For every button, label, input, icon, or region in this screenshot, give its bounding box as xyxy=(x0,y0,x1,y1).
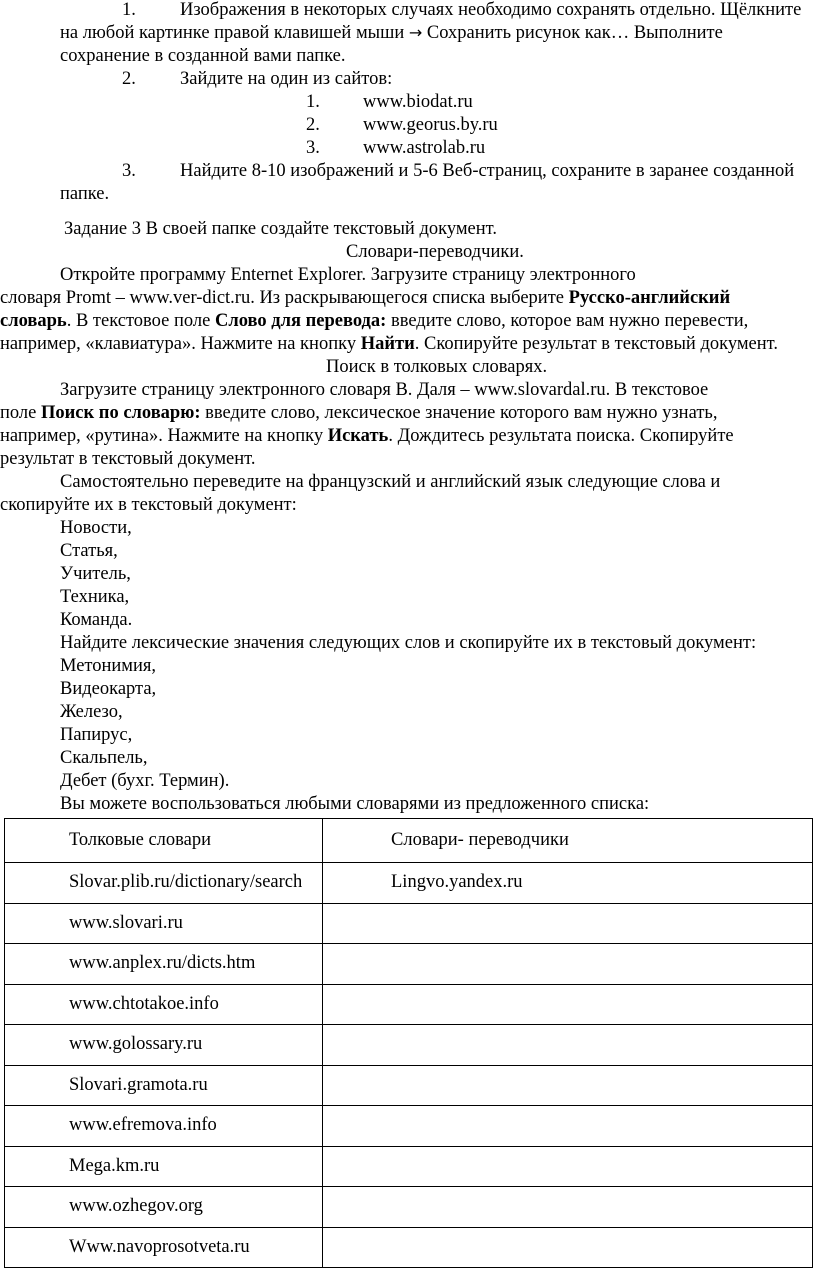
table-row xyxy=(5,984,813,1025)
list-item-text: Изображения в некоторых случаях необходимо сохранять отдельно. Щёлкните xyxy=(180,0,802,20)
list-number: 1. xyxy=(122,0,136,20)
list-item-text: сохранение в созданной вами папке. xyxy=(60,46,346,66)
list-item-text: Найдите 8-10 изображений и 5-6 Веб-страниц, сохраните в заранее созданной xyxy=(180,161,795,181)
site-link: www.astrolab.ru xyxy=(363,138,486,158)
dictionaries-table xyxy=(4,818,813,1268)
paragraph-line: Самостоятельно переведите на французский и английский язык следующие слова и xyxy=(60,472,721,492)
table-row xyxy=(5,863,813,904)
table-header-cell: Словари- переводчики xyxy=(323,819,813,863)
list-number: 2. xyxy=(122,69,136,89)
list-number: 3. xyxy=(122,161,136,181)
table-cell: www.efremova.info xyxy=(5,1106,323,1147)
table-cell: Www.navoprosotveta.ru xyxy=(5,1227,323,1268)
word-item: Дебет (бухг. Термин). xyxy=(60,771,230,791)
paragraph-line: например, «клавиатура». Нажмите на кнопку Найти. Скопируйте результат в текстовый документ. xyxy=(0,334,778,354)
table-row xyxy=(5,1025,813,1066)
paragraph-line: скопируйте их в текстовый документ: xyxy=(0,495,297,515)
table-cell xyxy=(323,1227,813,1268)
paragraph-line: словаря Promt – www.ver-dict.ru. Из раскрывающегося списка выберите Русско-английский xyxy=(0,288,731,308)
table-cell: Mega.km.ru xyxy=(5,1146,323,1187)
word-item: Учитель, xyxy=(60,564,131,584)
site-link: www.biodat.ru xyxy=(363,92,473,112)
arrow-right-icon: → xyxy=(408,23,423,42)
table-header-row xyxy=(5,819,813,863)
section-heading: Поиск в толковых словарях. xyxy=(326,357,548,377)
table-row xyxy=(5,1227,813,1268)
list-item-text: папке. xyxy=(60,184,110,204)
table-row xyxy=(5,944,813,985)
table-header-cell: Толковые словари xyxy=(5,819,323,863)
paragraph-line: Загрузите страницу электронного словаря В. Даля – www.slovardal.ru. В текстовое xyxy=(60,380,709,400)
table-cell: Slovar.plib.ru/dictionary/search xyxy=(5,863,323,904)
table-cell: www.golossary.ru xyxy=(5,1025,323,1066)
table-cell xyxy=(323,944,813,985)
word-item: Железо, xyxy=(60,702,123,722)
sublist-number: 2. xyxy=(306,115,320,135)
table-row xyxy=(5,1065,813,1106)
site-link: www.georus.by.ru xyxy=(363,115,498,135)
sublist-number: 3. xyxy=(306,138,320,158)
word-item: Команда. xyxy=(60,610,133,630)
paragraph-line: результат в текстовый документ. xyxy=(0,449,256,469)
table-cell: Slovari.gramota.ru xyxy=(5,1065,323,1106)
table-cell xyxy=(323,1146,813,1187)
table-cell xyxy=(323,984,813,1025)
paragraph-line: Вы можете воспользоваться любыми словарями из предложенного списка: xyxy=(60,794,650,814)
table-cell: www.anplex.ru/dicts.htm xyxy=(5,944,323,985)
paragraph-line: например, «рутина». Нажмите на кнопку Искать. Дождитесь результата поиска. Скопируйте xyxy=(0,426,734,446)
list-item-text: на любой картинке правой клавишей мыши → Сохранить рисунок как… Выполните xyxy=(60,23,723,43)
paragraph-line: Найдите лексические значения следующих слов и скопируйте их в текстовый документ: xyxy=(60,633,757,653)
table-cell: www.chtotakoe.info xyxy=(5,984,323,1025)
table-cell: www.ozhegov.org xyxy=(5,1187,323,1228)
table-cell xyxy=(323,1187,813,1228)
word-item: Техника, xyxy=(60,587,130,607)
section-heading: Словари-переводчики. xyxy=(346,242,524,262)
word-item: Новости, xyxy=(60,518,132,538)
paragraph-line: поле Поиск по словарю: введите слово, лексическое значение которого вам нужно узнать, xyxy=(0,403,718,423)
table-cell xyxy=(323,1065,813,1106)
table-row xyxy=(5,1146,813,1187)
table-cell xyxy=(323,903,813,944)
word-item: Скальпель, xyxy=(60,748,148,768)
table-row xyxy=(5,1187,813,1228)
paragraph-line: словарь. В текстовое поле Слово для перевода: введите слово, которое вам нужно перевести, xyxy=(0,311,749,331)
task-heading: Задание 3 В своей папке создайте текстовый документ. xyxy=(64,219,497,239)
table-cell xyxy=(323,1025,813,1066)
table-cell: Lingvo.yandex.ru xyxy=(323,863,813,904)
word-item: Статья, xyxy=(60,541,118,561)
table-row xyxy=(5,1106,813,1147)
table-cell: www.slovari.ru xyxy=(5,903,323,944)
list-item-text: Зайдите на один из сайтов: xyxy=(180,69,393,89)
word-item: Видеокарта, xyxy=(60,679,157,699)
word-item: Метонимия, xyxy=(60,656,157,676)
table-row xyxy=(5,903,813,944)
table-cell xyxy=(323,1106,813,1147)
paragraph-line: Откройте программу Enternet Explorer. Загрузите страницу электронного xyxy=(60,265,636,285)
word-item: Папирус, xyxy=(60,725,133,745)
sublist-number: 1. xyxy=(306,92,320,112)
